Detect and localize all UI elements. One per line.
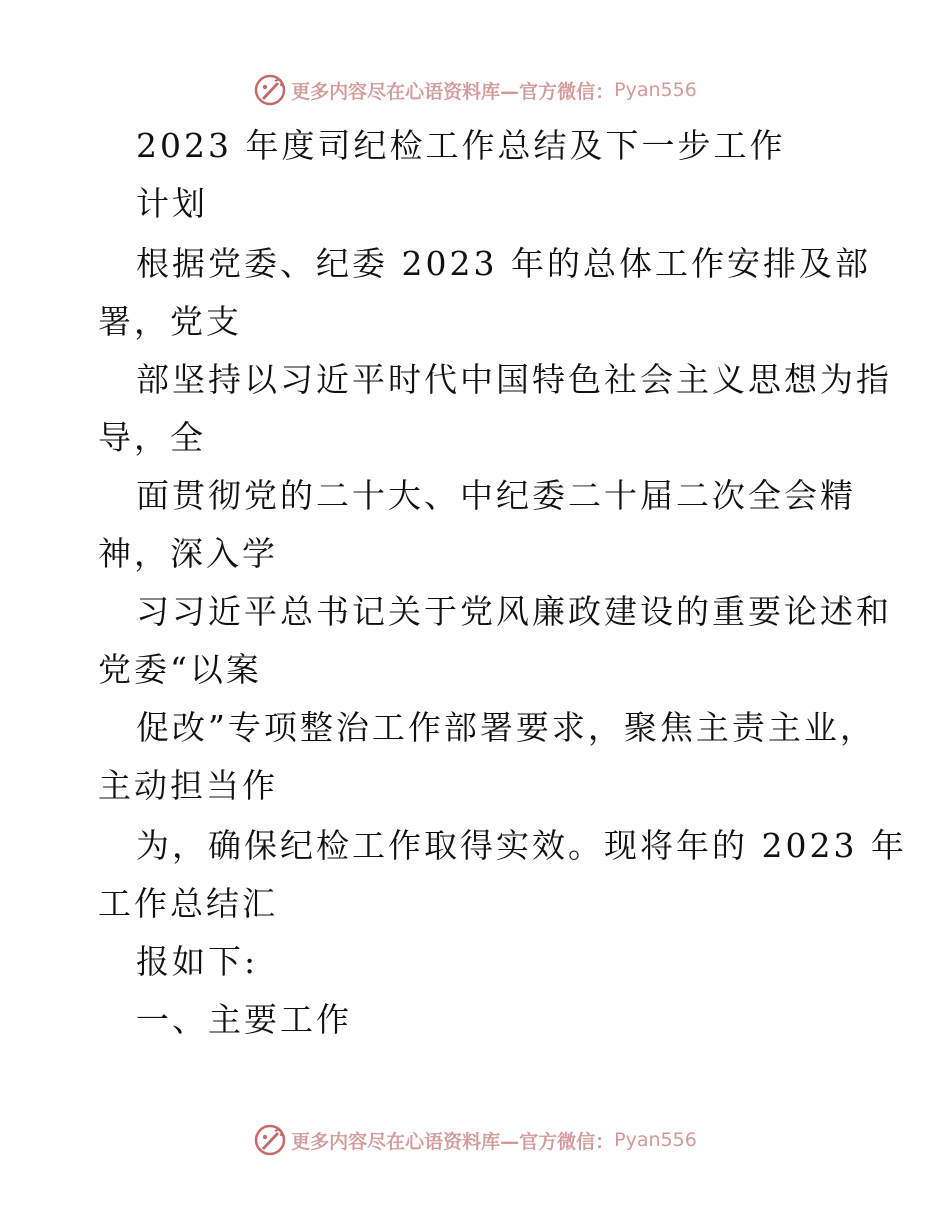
document-title-line-1: 2023 年度司纪检工作总结及下一步工作 — [136, 126, 786, 165]
watermark-brand: Pyan556 — [614, 1129, 697, 1151]
header-watermark — [0, 70, 950, 110]
quill-seal-icon — [253, 73, 287, 107]
paragraph-line: 根据党委、纪委 2023 年的总体工作安排及部 — [136, 244, 871, 283]
paragraph-line: 促改”专项整治工作部署要求，聚焦主责主业， — [136, 708, 876, 747]
paragraph-line: 报如下: — [136, 942, 259, 981]
paragraph-line: 署，党支 — [98, 302, 242, 341]
watermark-brand: Pyan556 — [614, 79, 697, 101]
paragraph-line: 神，深入学 — [98, 534, 278, 573]
paragraph-line: 导，全 — [98, 418, 206, 457]
paragraph-line: 部坚持以习近平时代中国特色社会主义思想为指 — [136, 360, 892, 399]
paragraph-line: 面贯彻党的二十大、中纪委二十届二次全会精 — [136, 476, 856, 515]
paragraph-line: 工作总结汇 — [98, 884, 278, 923]
paragraph-line: 主动担当作 — [98, 766, 278, 805]
quill-seal-icon — [253, 1123, 287, 1157]
watermark-text: 更多内容尽在心语资料库—官方微信： — [291, 80, 615, 103]
paragraph-line: 为，确保纪检工作取得实效。现将年的 2023 年 — [136, 826, 907, 865]
paragraph-line: 习习近平总书记关于党风廉政建设的重要论述和 — [136, 592, 892, 631]
footer-watermark — [0, 1120, 950, 1160]
watermark-text: 更多内容尽在心语资料库—官方微信： — [291, 1130, 615, 1153]
section-heading: 一、主要工作 — [136, 1000, 352, 1039]
document-title-line-2: 计划 — [136, 184, 208, 223]
paragraph-line: 党委“以案 — [98, 650, 262, 689]
